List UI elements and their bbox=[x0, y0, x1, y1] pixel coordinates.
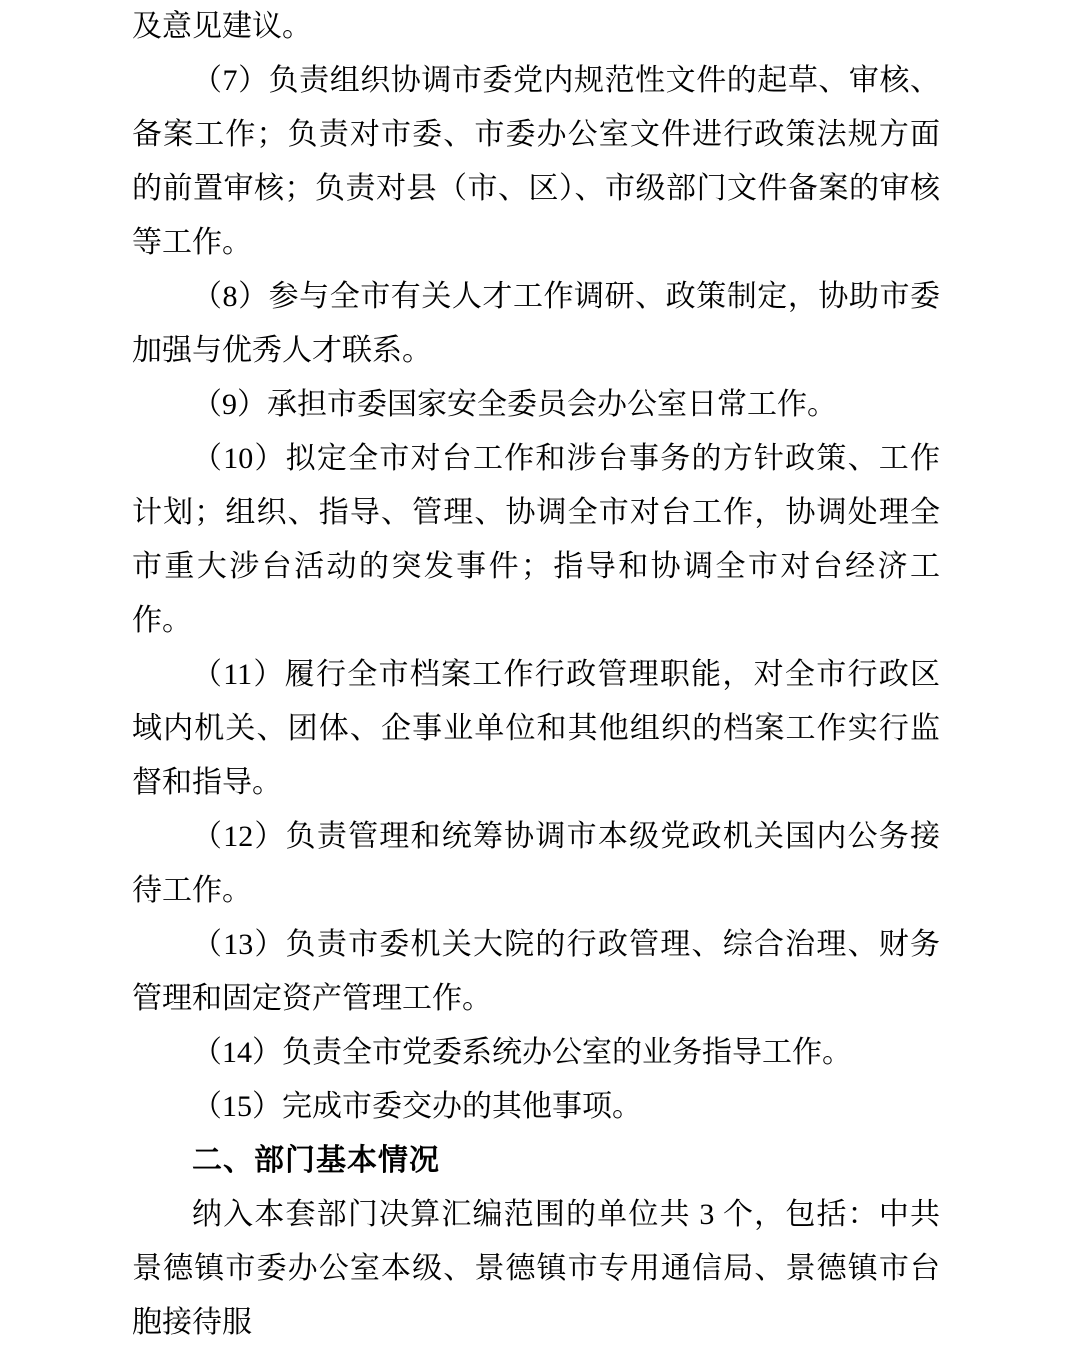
paragraph: （7）负责组织协调市委党内规范性文件的起草、审核、备案工作；负责对市委、市委办公室文件进行政策法规方面的前置审核；负责对县（市、区）、市级部门文件备案的审核等工作。 bbox=[132, 64, 940, 259]
paragraph: （11）履行全市档案工作行政管理职能，对全市行政区域内机关、团体、企事业单位和其他组织的档案工作实行监督和指导。 bbox=[132, 658, 940, 799]
paragraph: 纳入本套部门决算汇编范围的单位共 3 个，包括：中共景德镇市委办公室本级、景德镇市专用通信局、景德镇市台胞接待服 bbox=[132, 1198, 940, 1339]
paragraph: （10）拟定全市对台工作和涉台事务的方针政策、工作计划；组织、指导、管理、协调全市对台工作，协调处理全市重大涉台活动的突发事件；指导和协调全市对台经济工作。 bbox=[132, 442, 940, 637]
paragraph: （9）承担市委国家安全委员会办公室日常工作。 bbox=[192, 388, 837, 421]
paragraph: （8）参与全市有关人才工作调研、政策制定，协助市委加强与优秀人才联系。 bbox=[132, 280, 940, 367]
document-body bbox=[132, 0, 940, 1350]
paragraph: （12）负责管理和统筹协调市本级党政机关国内公务接待工作。 bbox=[132, 820, 940, 907]
section-heading: 二、部门基本情况 bbox=[192, 1144, 440, 1177]
paragraph: （14）负责全市党委系统办公室的业务指导工作。 bbox=[192, 1036, 852, 1069]
paragraph: （13）负责市委机关大院的行政管理、综合治理、财务管理和固定资产管理工作。 bbox=[132, 928, 940, 1015]
paragraph: 及意见建议。 bbox=[132, 10, 312, 43]
paragraph: （15）完成市委交办的其他事项。 bbox=[192, 1090, 642, 1123]
